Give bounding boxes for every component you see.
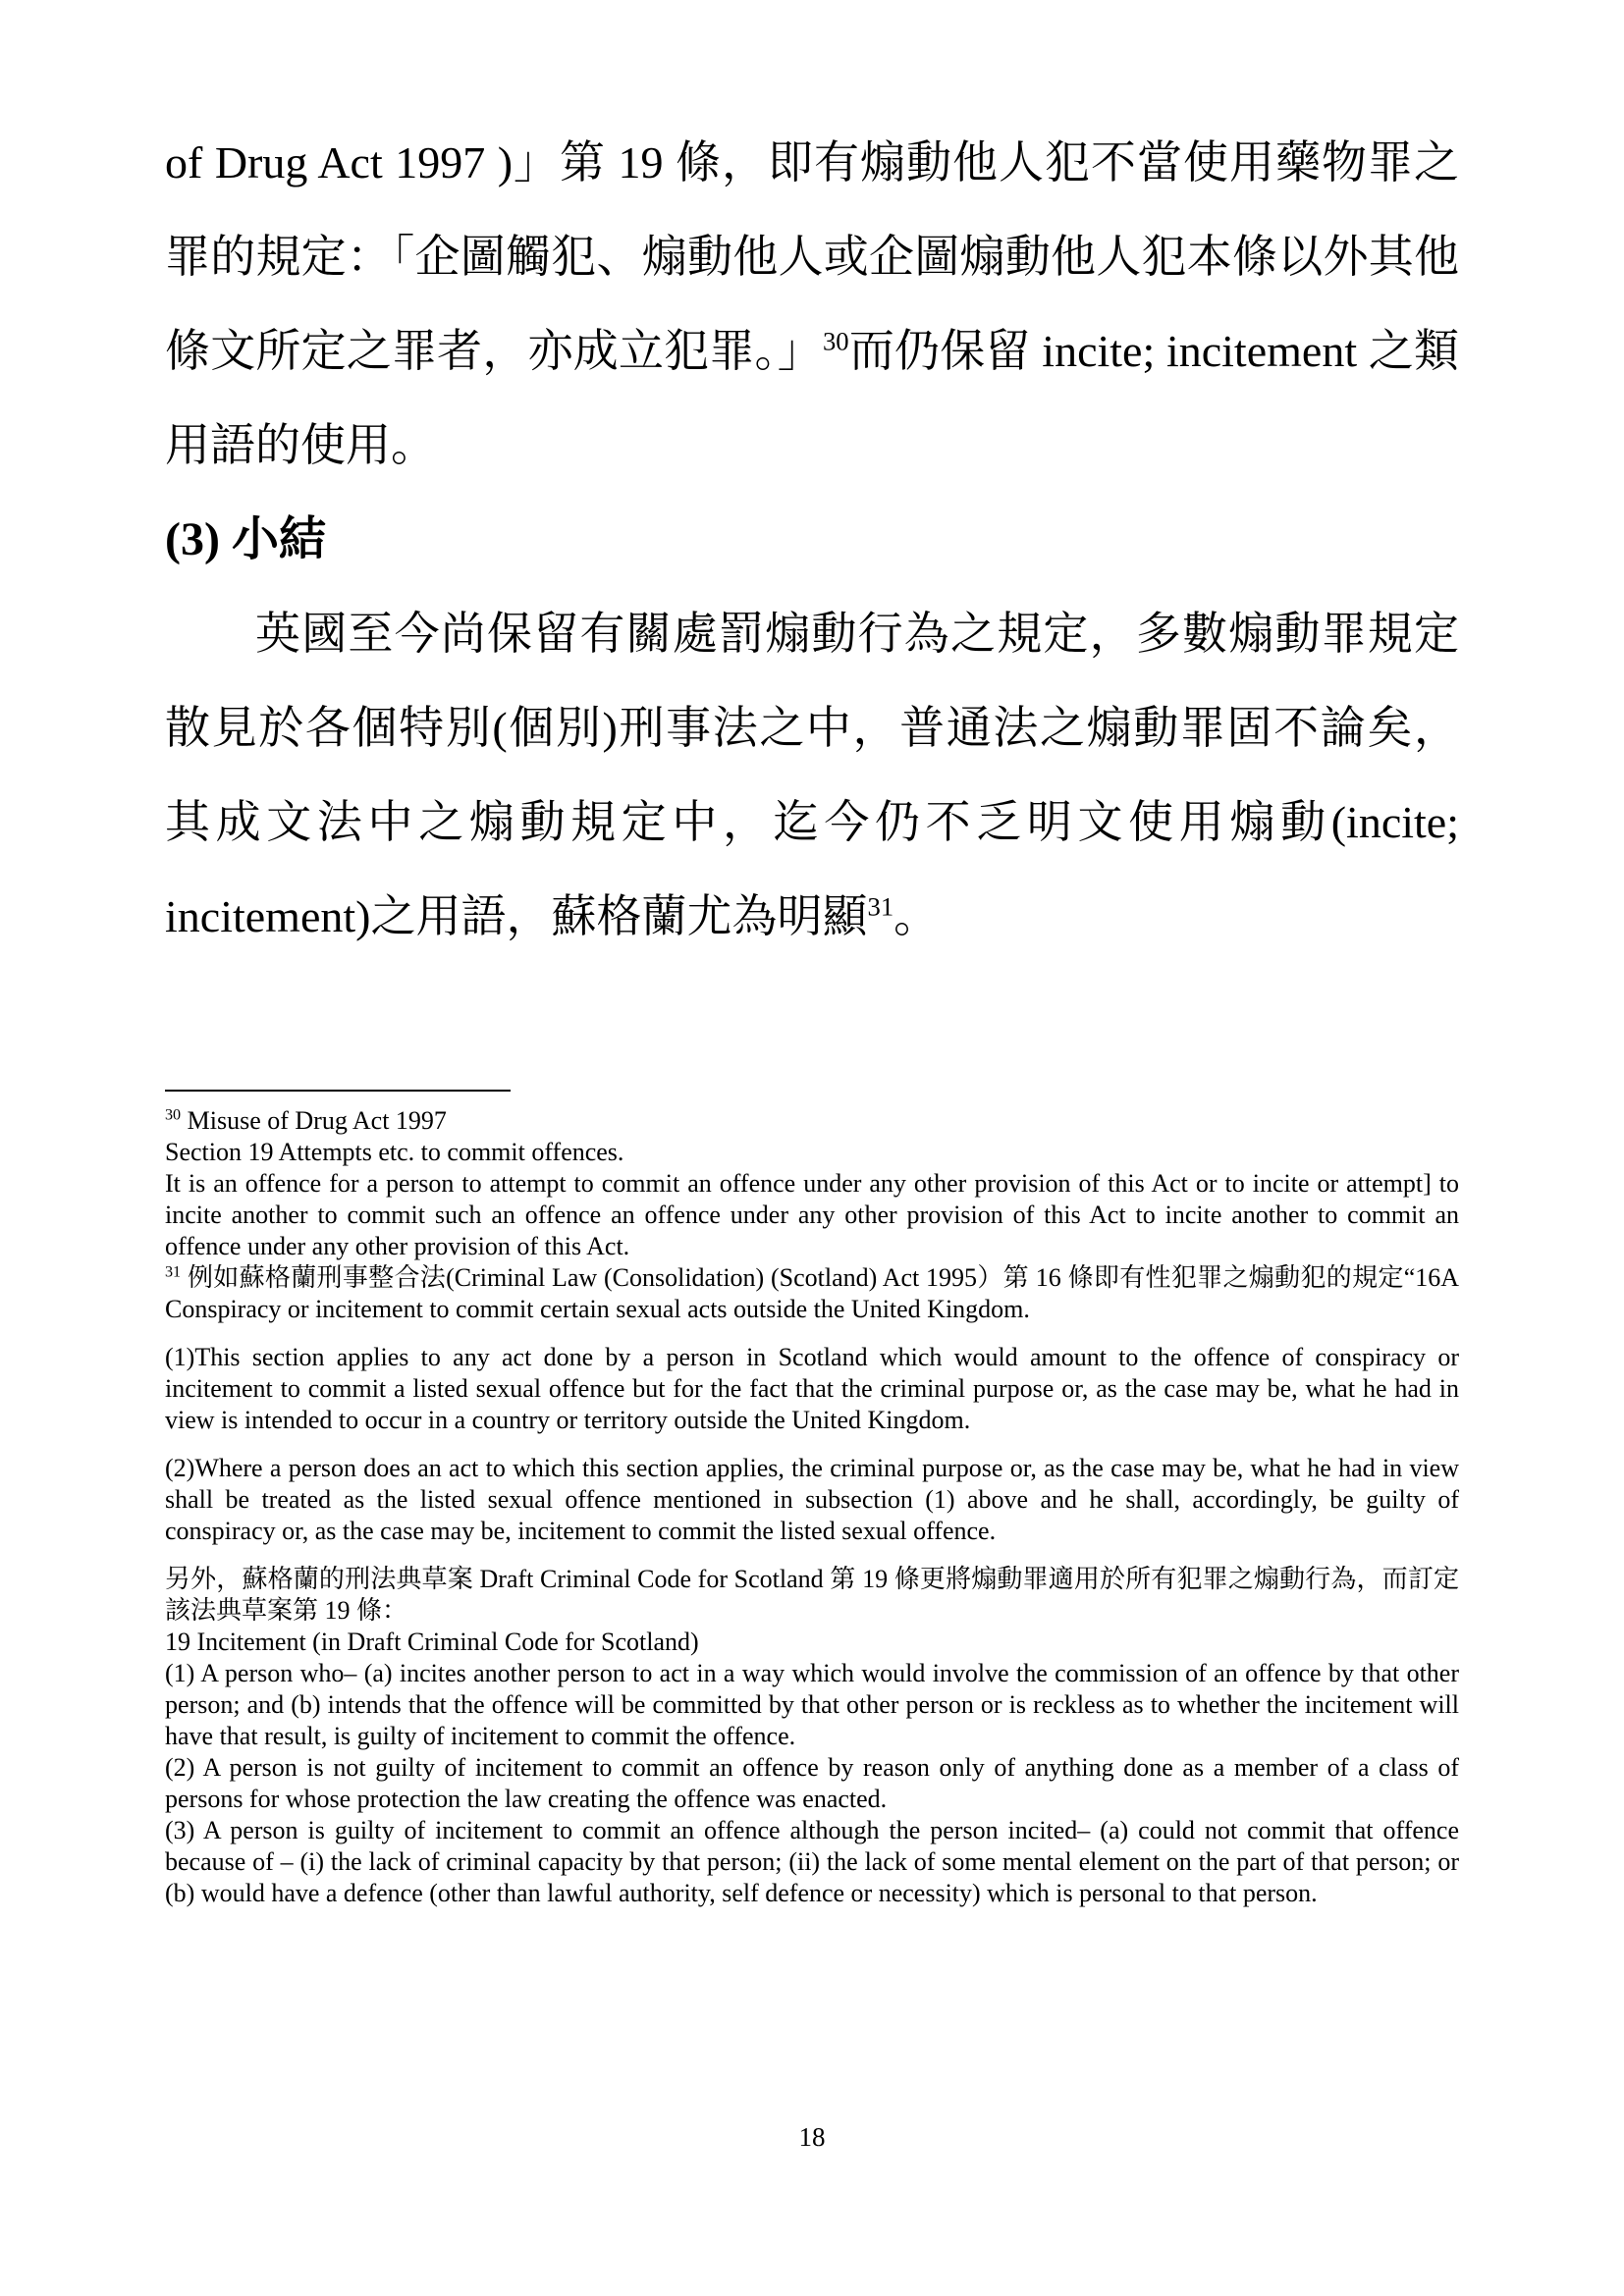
- footnote-section: [165, 1090, 1459, 1909]
- footnote-ref-31: 31: [867, 891, 894, 922]
- footnote-30-title: Misuse of Drug Act 1997: [187, 1106, 447, 1135]
- footnote-31-draft-title: 19 Incitement (in Draft Criminal Code for Scotland): [165, 1628, 699, 1656]
- page-number: 18: [798, 2122, 826, 2152]
- footnote-31-draft-intro: 另外，蘇格蘭的刑法典草案 Draft Criminal Code for Scotland 第 19 條更將煽動罪適用於所有犯罪之煽動行為，而訂定該法典草案第 19 條：: [165, 1565, 1459, 1625]
- footnote-separator: [165, 1090, 511, 1092]
- paragraph-continuation: [165, 116, 1459, 493]
- footnote-31-marker: 31: [165, 1263, 182, 1281]
- footnote-30-marker: 30: [165, 1106, 182, 1124]
- para1-text-after: 而仍保留 incite; incitement 之類用語的使用。: [165, 326, 1460, 470]
- footnote-31-subsection-2: (2)Where a person does an act to which this section applies, the criminal purpose or, as the case may be, what he had in view shall be treated as the listed sexual offence mentioned in subsection (1) above and he shall, accordingly, be guilty of conspiracy or, as the case may be, incitement to commit the listed sexual offence.: [165, 1454, 1459, 1545]
- footnote-31-draft-clause-3: (3) A person is guilty of incitement to commit an offence although the person incited– (a) could not commit that offence because of – (i) the lack of criminal capacity by that person; (ii) the lack of some mental element on the part of that person; or (b) would have a defence (other than lawful authority, self defence or necessity) which is personal to that person.: [165, 1816, 1459, 1907]
- footnote-30-section: Section 19 Attempts etc. to commit offences.: [165, 1138, 624, 1166]
- footnote-31-intro: 例如蘇格蘭刑事整合法(Criminal Law (Consolidation) (Scotland) Act 1995）第 16 條即有性犯罪之煽動犯的規定“16A Conspiracy or incitement to commit certain sexual acts outside the United Kingdom.: [165, 1263, 1460, 1323]
- para2-text-before: 英國至今尚保留有關處罰煽動行為之規定，多數煽動罪規定散見於各個特別(個別)刑事法之中，普通法之煽動罪固不論矣，其成文法中之煽動規定中，迄今仍不乏明文使用煽動(incite; incitement)之用語，蘇格蘭尤為明顯: [165, 609, 1459, 941]
- page-content: [165, 116, 1459, 1909]
- footnote-31-draft-code: [165, 1564, 1459, 1909]
- footnote-31-draft-clause-1: (1) A person who– (a) incites another person to act in a way which would involve the commission of an offence by that other person; and (b) intends that the offence will be committed by that other person or is reckless as to whether the incitement will have that result, is guilty of incitement to commit the offence.: [165, 1659, 1459, 1750]
- footnote-30-text: It is an offence for a person to attempt to commit an offence under any other provision of this Act or to incite or attempt] to incite another to commit such an offence an offence under any other provision of this Act to incite another to commit an offence under any other provision of this Act.: [165, 1169, 1459, 1260]
- footnote-ref-30: 30: [822, 326, 849, 356]
- para1-text-before: of Drug Act 1997 )」第 19 條，即有煽動他人犯不當使用藥物罪之罪的規定：「企圖觸犯、煽動他人或企圖煽動他人犯本條以外其他條文所定之罪者，亦成立犯罪。」: [165, 137, 1459, 376]
- footnote-31-draft-clause-2: (2) A person is not guilty of incitement to commit an offence by reason only of anything done as a member of a class of persons for whose protection the law creating the offence was enacted.: [165, 1753, 1459, 1813]
- section-heading: (3) 小結: [165, 513, 326, 565]
- footnote-31: [165, 1262, 1459, 1325]
- footnote-31-subsection-1: (1)This section applies to any act done by a person in Scotland which would amount to the offence of conspiracy or incitement to commit a listed sexual offence but for the fact that the criminal purpose or, as the case may be, what he had in view is intended to occur in a country or territory outside the United Kingdom.: [165, 1343, 1459, 1434]
- footnote-30: [165, 1105, 1459, 1262]
- para2-text-after: 。: [893, 891, 940, 941]
- paragraph-summary: [165, 587, 1459, 964]
